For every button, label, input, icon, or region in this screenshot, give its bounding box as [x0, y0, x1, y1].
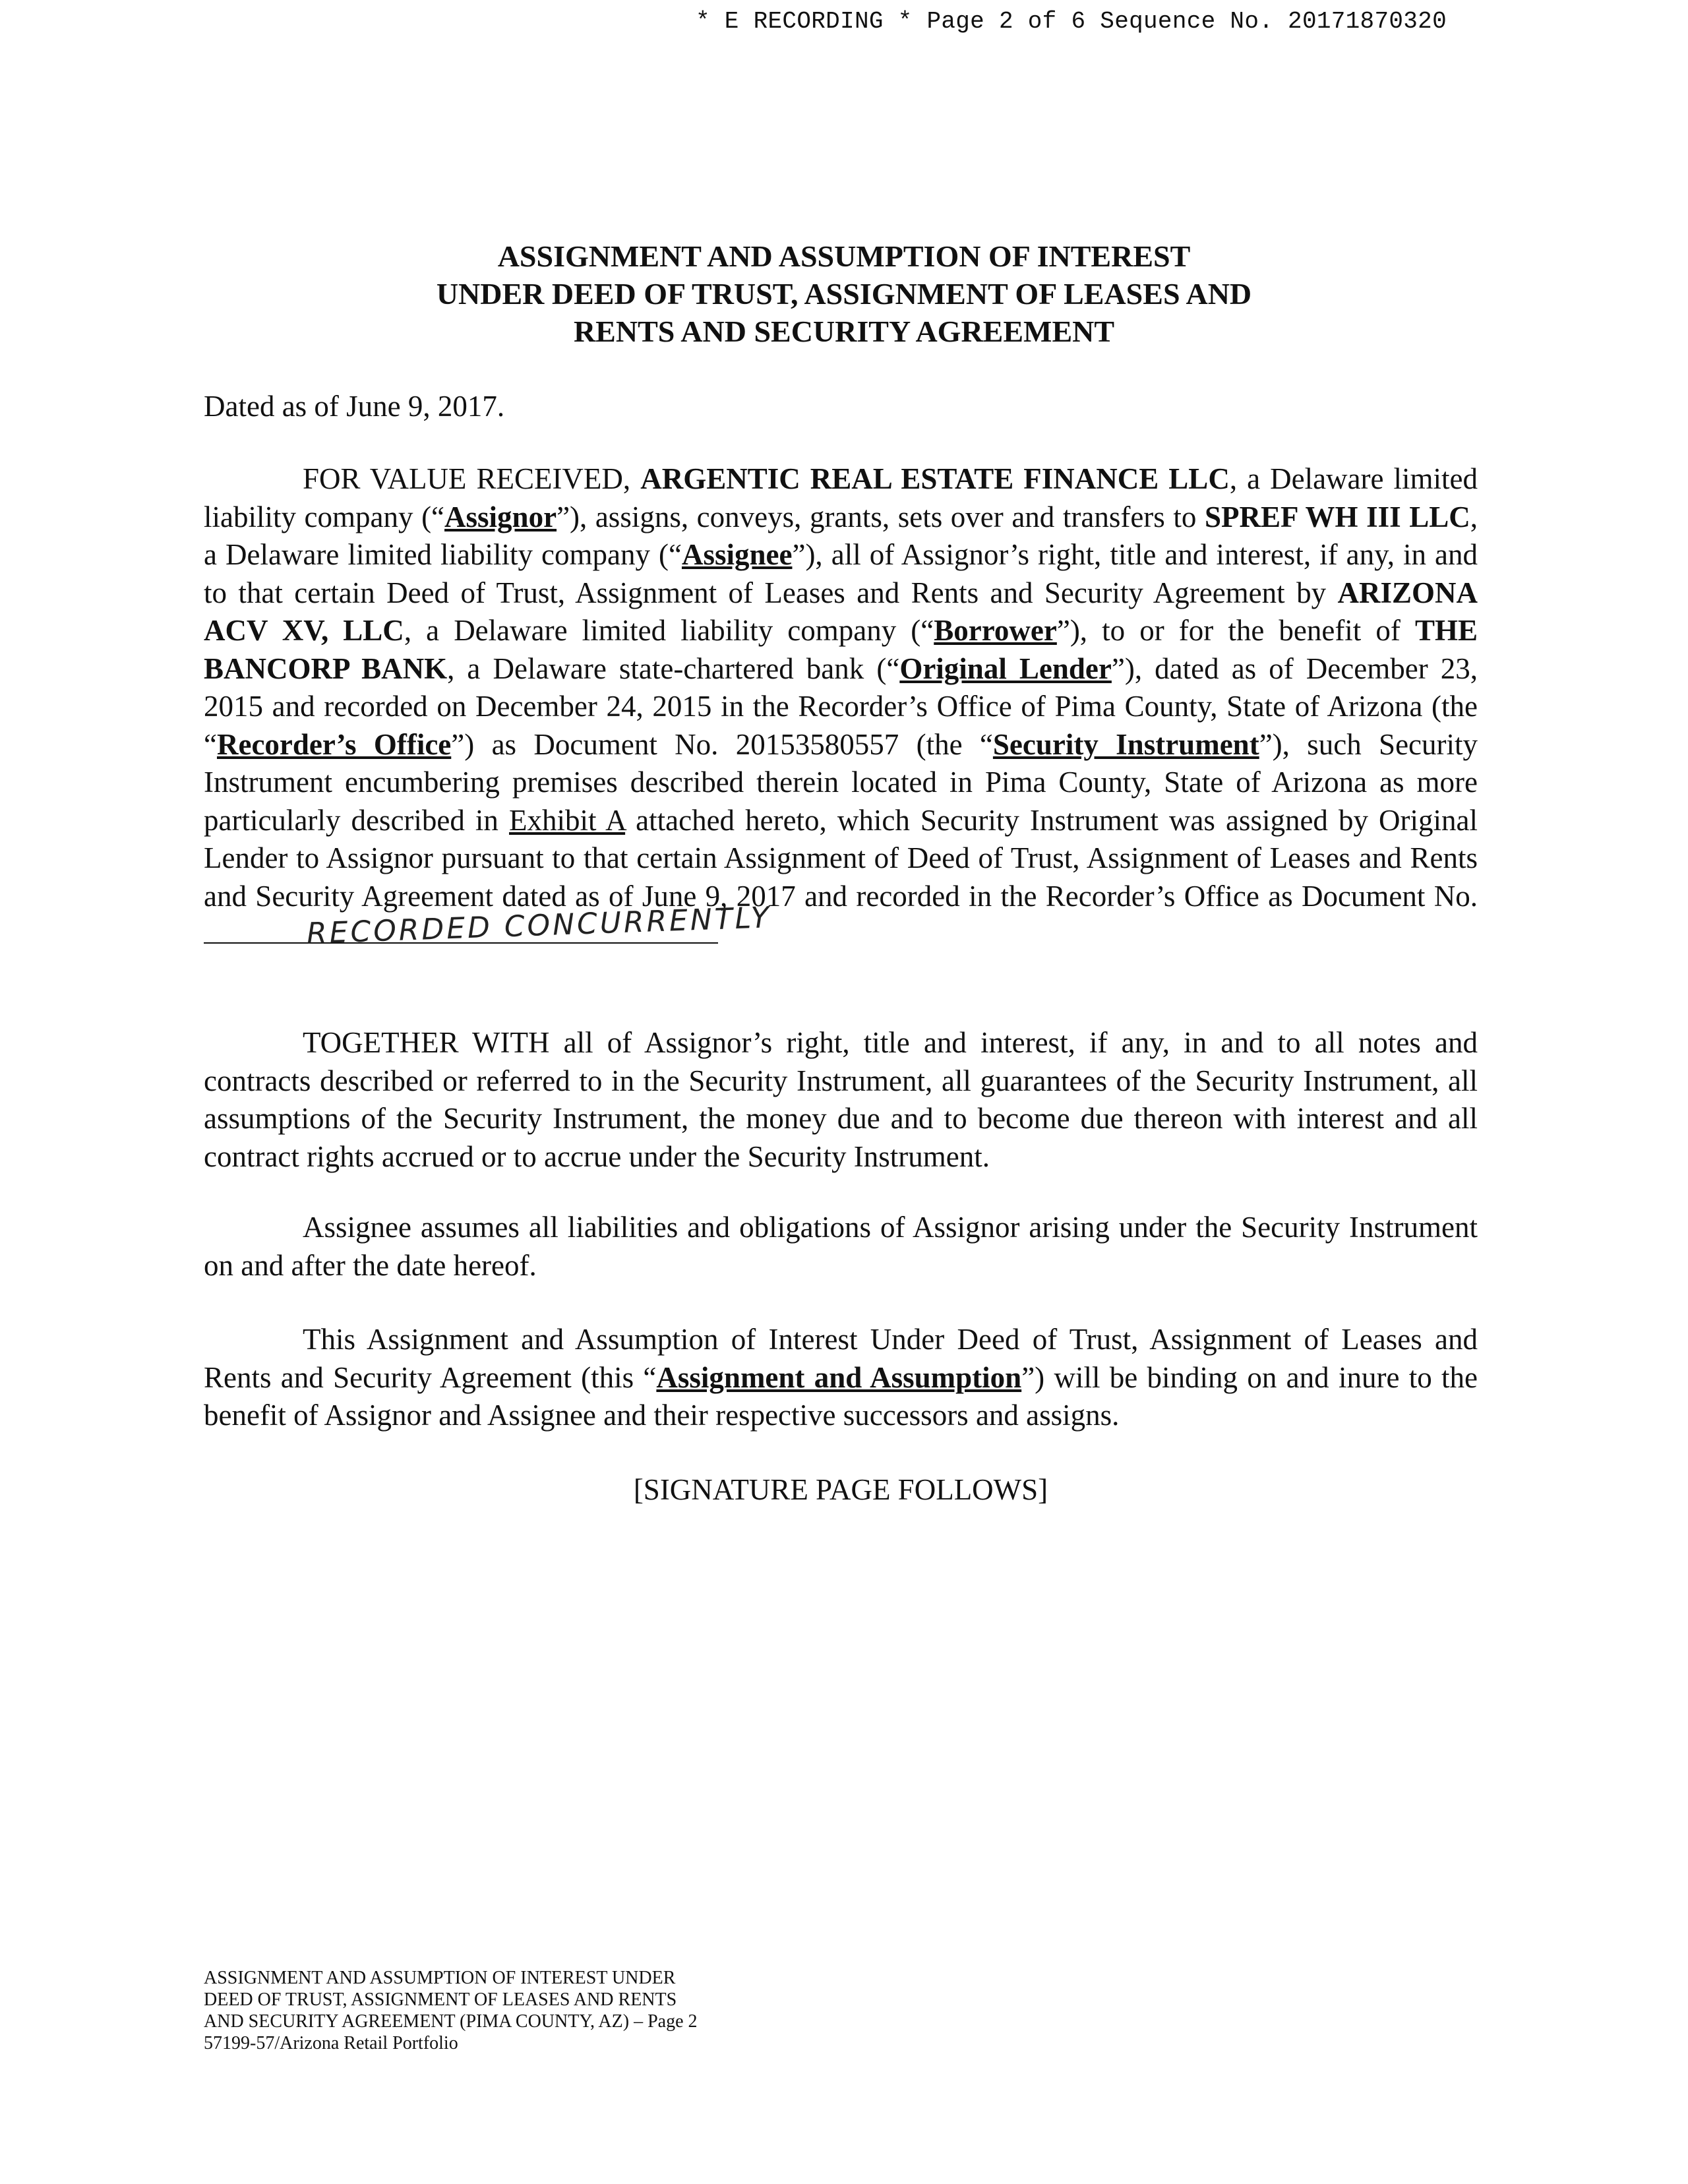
document-title	[198, 237, 1490, 350]
title-line-1: ASSIGNMENT AND ASSUMPTION OF INTEREST	[497, 239, 1191, 273]
footer-line-3: AND SECURITY AGREEMENT (PIMA COUNTY, AZ) – Page 2	[204, 2011, 698, 2032]
assignor-name: ARGENTIC REAL ESTATE FINANCE LLC	[640, 462, 1230, 495]
p1-text: ”), dated as of December 23, 2015 and recorded on December 24, 2015 in the Recorder’s Office of Pima County, State of Arizona (the “	[204, 652, 1478, 761]
footer-line-1: ASSIGNMENT AND ASSUMPTION OF INTEREST UNDER	[204, 1968, 676, 1988]
borrower-name: ARIZONA ACV XV, LLC	[204, 576, 1478, 647]
p1-text: , a Delaware limited liability company (“	[404, 614, 934, 647]
exhibit-a-reference: Exhibit A	[509, 803, 626, 837]
paragraph-binding-effect	[204, 1321, 1478, 1435]
paragraph-together-with: TOGETHER WITH all of Assignor’s right, title and interest, if any, in and to all notes and contracts described or referred to in the Security Instrument, all guarantees of the Security Instrument, all assumptions of the Security Instrument, the money due and to become due thereon with interest and all contract rights accrued or to accrue under the Security Instrument.	[204, 1026, 1478, 1173]
p1-text: attached hereto, which Security Instrument was assigned by Original Lender to Assignor pursuant to that certain Assignment of Deed of Trust, Assignment of Leases and Rents and Security Agreement dated as of June 9, 2017 and recorded in the Recorder’s Office as Document No.	[204, 803, 1478, 913]
security-instrument-defined-term: Security Instrument	[992, 727, 1259, 761]
title-line-3: RENTS AND SECURITY AGREEMENT	[573, 315, 1115, 348]
handwritten-annotation: RECORDED CONCURRENTLY	[306, 900, 772, 951]
assignee-defined-term: Assignee	[681, 538, 793, 571]
assignor-defined-term: Assignor	[444, 500, 557, 533]
footer-line-4: 57199-57/Arizona Retail Portfolio	[204, 2033, 458, 2053]
p1-text: , a Delaware state-chartered bank (“	[447, 652, 900, 685]
p1-text: , a Delaware limited liability company (“	[204, 500, 1478, 571]
page-footer	[204, 1967, 929, 2054]
p1-text: ”), assigns, conveys, grants, sets over and transfers to	[557, 500, 1205, 533]
document-number-blank	[204, 900, 772, 951]
paragraph-assignee-assumes: Assignee assumes all liabilities and obligations of Assignor arising under the Security Instrument on and after the date hereof.	[204, 1211, 1478, 1282]
p1-text: , a Delaware limited liability company (“	[204, 462, 1478, 533]
p4-text: This Assignment and Assumption of Interest Under Deed of Trust, Assignment of Leases and Rents and Security Agreement (this “	[204, 1323, 1478, 1394]
p1-text: ”), all of Assignor’s right, title and interest, if any, in and to that certain Deed of Trust, Assignment of Leases and Rents and Security Agreement by	[204, 538, 1478, 609]
assignee-name: SPREF WH III LLC	[1204, 500, 1470, 533]
p1-text: FOR VALUE RECEIVED,	[303, 462, 641, 495]
recording-header: * E RECORDING * Page 2 of 6 Sequence No. 20171870320	[696, 8, 1447, 35]
p1-text: ”), to or for the benefit of	[1056, 614, 1415, 647]
lender-name: THE BANCORP BANK	[204, 614, 1478, 685]
p1-text: ”), such Security Instrument encumbering premises described therein located in Pima County, State of Arizona as more particularly described in	[204, 727, 1478, 837]
footer-line-2: DEED OF TRUST, ASSIGNMENT OF LEASES AND RENTS	[204, 1989, 677, 2010]
p4-text: ”) will be binding on and inure to the benefit of Assignor and Assignee and their respective successors and assigns.	[204, 1360, 1478, 1432]
signature-page-follows: [SIGNATURE PAGE FOLLOWS]	[633, 1473, 1048, 1506]
assignment-and-assumption-defined-term: Assignment and Assumption	[656, 1360, 1022, 1394]
recorders-office-defined-term: Recorder’s Office	[216, 727, 452, 761]
p1-text: ”) as Document No. 20153580557 (the “	[451, 727, 993, 761]
paragraph-for-value-received	[204, 460, 1478, 954]
original-lender-defined-term: Original Lender	[899, 652, 1112, 685]
title-line-2: UNDER DEED OF TRUST, ASSIGNMENT OF LEASES AND	[436, 277, 1252, 311]
borrower-defined-term: Borrower	[934, 614, 1057, 647]
dated-line: Dated as of June 9, 2017.	[204, 390, 505, 423]
